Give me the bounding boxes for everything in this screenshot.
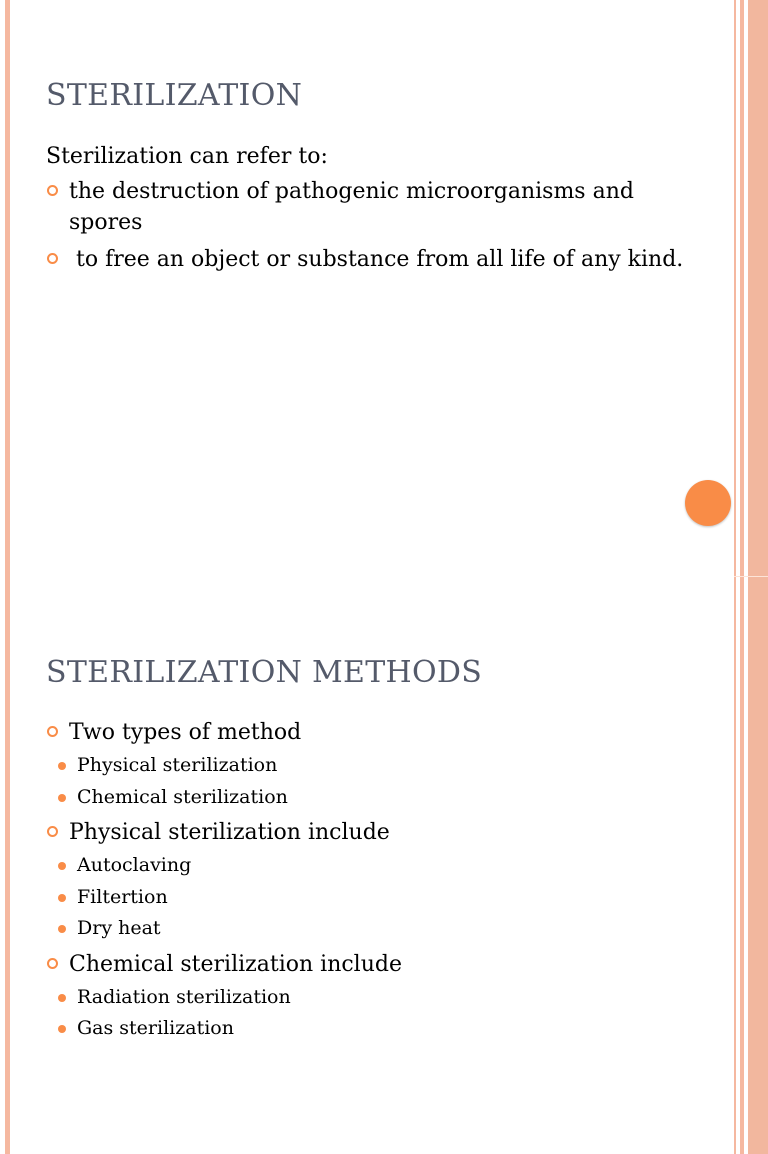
sub-list-container <box>46 750 686 813</box>
filled-circle-bullet-icon <box>58 1025 66 1033</box>
bullet-item <box>46 717 686 748</box>
bullet-text: the destruction of pathogenic microorganisms and spores <box>69 179 634 235</box>
bullet-text: Chemical sterilization include <box>69 951 402 977</box>
right-border-line-2 <box>740 0 744 577</box>
hollow-circle-bullet-icon <box>47 253 58 264</box>
bullet-item <box>46 949 686 980</box>
sub-bullet-text: Dry heat <box>77 917 161 939</box>
sub-list-container <box>46 982 686 1045</box>
sub-bullet-list <box>46 850 686 945</box>
bullet-text: Two types of method <box>69 720 302 745</box>
sub-bullet-item <box>46 882 686 914</box>
hollow-circle-bullet-icon <box>47 726 58 737</box>
sub-bullet-item <box>46 750 686 782</box>
bullet-item <box>46 176 686 238</box>
slide-body <box>46 142 686 281</box>
bullet-text: to free an object or substance from all life of any kind. <box>69 247 684 272</box>
orange-circle-icon <box>685 480 731 526</box>
hollow-circle-bullet-icon <box>47 958 58 969</box>
sub-bullet-text: Chemical sterilization <box>77 785 288 808</box>
right-border-line-1 <box>734 0 736 577</box>
bullet-item <box>46 817 686 848</box>
hollow-circle-bullet-icon <box>47 826 58 837</box>
sub-bullet-item <box>46 982 686 1014</box>
bullet-list <box>46 717 686 1045</box>
right-border-decoration <box>734 577 768 1154</box>
right-border-line-2 <box>740 577 744 1154</box>
filled-circle-bullet-icon <box>58 794 66 802</box>
sub-bullet-text: Gas sterilization <box>77 1017 234 1039</box>
sub-bullet-text: Radiation sterilization <box>77 985 291 1008</box>
sub-list-container <box>46 850 686 945</box>
left-border-bar <box>5 577 10 1154</box>
hollow-circle-bullet-icon <box>47 185 58 196</box>
right-border-decoration <box>734 0 768 577</box>
left-border-bar <box>5 0 10 577</box>
bullet-list <box>46 176 686 275</box>
sub-bullet-list <box>46 750 686 813</box>
slide-title: STERILIZATION METHODS <box>46 655 483 690</box>
sub-bullet-item <box>46 913 686 945</box>
sub-bullet-item <box>46 850 686 882</box>
sub-bullet-text: Autoclaving <box>77 854 192 876</box>
filled-circle-bullet-icon <box>58 994 66 1002</box>
bullet-item <box>46 244 686 275</box>
right-border-band <box>748 577 768 1154</box>
filled-circle-bullet-icon <box>58 925 66 933</box>
filled-circle-bullet-icon <box>58 862 66 870</box>
slide-title: STERILIZATION <box>46 78 303 113</box>
intro-text: Sterilization can refer to: <box>46 144 328 169</box>
bullet-text: Physical sterilization include <box>69 820 390 845</box>
sub-bullet-text: Filtertion <box>77 885 168 908</box>
filled-circle-bullet-icon <box>58 762 66 770</box>
right-border-band <box>748 0 768 577</box>
sub-bullet-item <box>46 782 686 814</box>
slide-2 <box>0 577 768 1154</box>
sub-bullet-list <box>46 982 686 1045</box>
sub-bullet-item <box>46 1013 686 1045</box>
filled-circle-bullet-icon <box>58 894 66 902</box>
right-border-line-1 <box>734 577 736 1154</box>
slide-body <box>46 717 686 1049</box>
sub-bullet-text: Physical sterilization <box>77 754 278 776</box>
